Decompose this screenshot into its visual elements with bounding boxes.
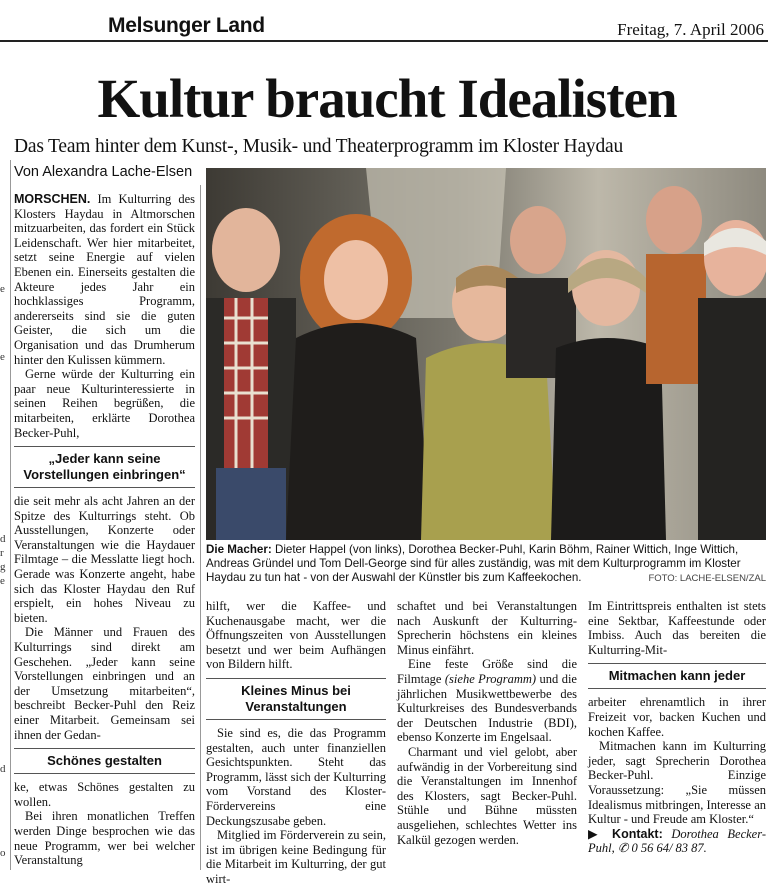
photo-caption — [206, 543, 766, 586]
subheading-box: „Jeder kann seine Vorstellungen einbringen“ — [14, 446, 195, 488]
dateline: MORSCHEN. — [14, 192, 91, 206]
caption-text: Dieter Happel (von links), Dorothea Becker-Puhl, Karin Böhm, Rainer Wittich, Inge Wittich, Andreas Gründel und Tom Dell-George sind für alles zuständig, was mit dem Kulturprogramm im Kloster Haydau zu tun hat - von der Auswahl der Künstler bis zum Kaffeekochen. — [206, 543, 741, 584]
paragraph: Die Männer und Frauen des Kulturrings sind direkt am Geschehen. „Jeder kann seine Vorstellungen einbringen und an der Umsetzung mitarbeiten“, beschreibt Becker-Puhl den Reiz einer Mitarbeit. Gemeinsam sei ihnen der Gedan- — [14, 625, 195, 742]
subheadline: Das Team hinter dem Kunst-, Musik- und Theaterprogramm im Kloster Haydau — [14, 136, 624, 157]
fragment: o — [0, 847, 6, 859]
fragment: d — [0, 533, 6, 545]
paragraph: Im Eintrittspreis enthalten ist stets eine Sektbar, Kaffeestunde oder Imbiss. Auch das bereiten die Kulturring-Mit- — [588, 599, 766, 657]
group-photo — [206, 168, 766, 540]
column-rule — [200, 185, 201, 870]
paragraph: hilft, wer die Kaffee- und Kuchenausgabe macht, wer die Öffnungszeiten von Ausstellungen besetzt und wer beim Aufhängen von Bildern hilft. — [206, 599, 386, 672]
page-header — [0, 0, 774, 44]
issue-date: Freitag, 7. April 2006 — [617, 20, 764, 39]
paragraph: Mitglied im Förderverein zu sein, ist im übrigen keine Bedingung für die Mitarbeit im Kulturring, der gut wirt- — [206, 828, 386, 886]
paragraph: die seit mehr als acht Jahren an der Spitze des Kulturrings steht. Ob Ausstellungen, Konzerte oder Veranstaltungen wie die Haydauer Filmtage – die Messlatte liegt hoch. Gerade was Konzerte angeht, habe sich das Kloster Haydau den Ruf erspielt, ein hohes Niveau zu bieten. — [14, 494, 195, 625]
column-1 — [14, 192, 195, 868]
subheading-box: Mitmachen kann jeder — [588, 663, 766, 689]
program-reference: (siehe Programm) — [444, 671, 537, 686]
photo-credit: FOTO: LACHE-ELSEN/ZAL — [648, 573, 766, 584]
fragment: e — [0, 575, 5, 587]
paragraph-text: und die jährlichen Musikwettbewerbe des Kulturkreises des Bundesverbands der Deutschen Industrie (BDI), ebenso Konzerte im Engelsaal. — [397, 671, 577, 745]
fragment: r — [0, 547, 4, 559]
paragraph: schaftet und bei Veranstaltungen nach Auskunft der Kulturring-Sprecherin höchstens ein kleines Minus einfährt. — [397, 599, 577, 657]
paragraph: Gerne würde der Kulturring ein paar neue Kulturinteressierte in seinen Reihen begrüßen, die mitarbeiten, erklärte Dorothea Becker-Puhl, — [14, 367, 195, 440]
byline: Von Alexandra Lache-Elsen — [14, 164, 193, 180]
paragraph — [397, 657, 577, 745]
caption-label: Die Macher: — [206, 543, 272, 556]
section-title: Melsunger Land — [108, 14, 265, 37]
paragraph: Sie sind es, die das Programm gestalten, auch unter finanziellen Gesichtspunkten. Steht das Programm, lässt sich der Kulturring vom Vorstand des Kloster-Fördervereins eine Deckungszusabe geben. — [206, 725, 386, 828]
paragraph-text: Eine feste Größe sind die Filmtage — [397, 657, 577, 686]
paragraph: Im Kulturring des Klosters Haydau in Altmorschen mitzuarbeiten, das fordert ein Stück Leidenschaft. Wer hier mitarbeitet, setzt seine Energie auf vielen Ebenen ein. Einerseits gestalten die Akteure jedes Jahr ein hochklassiges Programm, andererseits sind sie die guten Geister, die sich um die Organisation und das Drumherum hinter den Kulissen kümmern. — [14, 192, 195, 367]
paragraph: Charmant und viel gelobt, aber aufwändig in der Vorbereitung sind die Veranstaltungen im Innenhof des Klosters, sagt Becker-Puhl. Stühle und Bühne müssten ausgeliehen, schlechtes Wetter ins Kalkül gezogen werden. — [397, 744, 577, 847]
column-3 — [397, 599, 577, 847]
paragraph: ke, etwas Schönes gestalten zu wollen. — [14, 780, 195, 809]
header-rule — [0, 40, 768, 42]
fragment: e — [0, 351, 5, 363]
column-rule — [10, 160, 11, 870]
subheading-box: Kleines Minus bei Veranstaltungen — [206, 678, 386, 720]
fragment: e — [0, 283, 5, 295]
paragraph: Bei ihren monatlichen Treffen werden Dinge besprochen wie das neue Programm, wer bei welcher Veranstaltung — [14, 809, 195, 868]
column-4 — [588, 599, 766, 856]
fragment: g — [0, 561, 6, 573]
fragment: d — [0, 763, 6, 775]
paragraph: Mitmachen kann im Kulturring jeder, sagt Sprecherin Dorothea Becker-Puhl. Einzige Voraussetzung: „Sie müssen Idealismus mitbringen, Interesse an Kultur - und Freude am Kloster.“ — [588, 739, 766, 827]
paragraph: arbeiter ehrenamtlich in ihrer Freizeit vor, backen Kuchen und kochen Kaffee. — [588, 695, 766, 739]
contact-phone: ✆ 0 56 64/ 83 87. — [617, 841, 707, 856]
subheading-box: Schönes gestalten — [14, 748, 195, 774]
contact-line — [588, 827, 766, 856]
contact-name: Dorothea Becker-Puhl, — [588, 826, 766, 856]
column-2 — [206, 599, 386, 887]
photo-illustration — [206, 168, 766, 540]
headline: Kultur braucht Idealisten — [97, 68, 677, 129]
contact-label: ▶ Kontakt: — [588, 826, 663, 841]
